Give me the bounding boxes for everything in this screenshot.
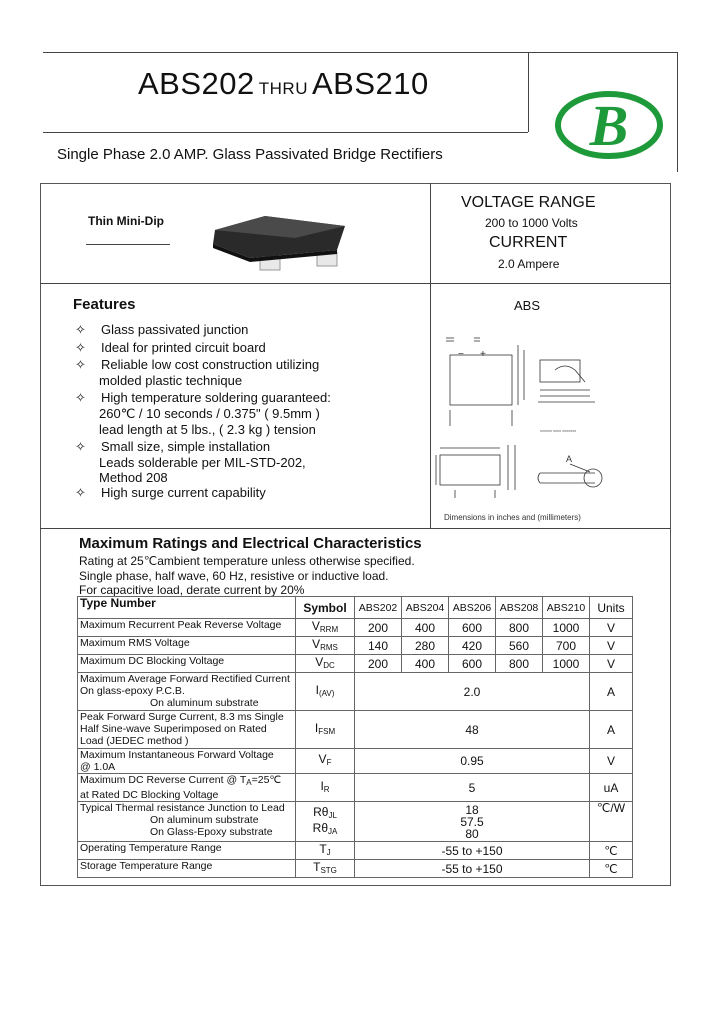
header-rule (43, 132, 528, 133)
table-row: Peak Forward Surge Current, 8.3 ms Single Half Sine-wave Superimposed on Rated Load (JEDEC method ) $I_{FSM}$ 48 A (78, 711, 633, 749)
part-from: ABS202 (138, 66, 255, 101)
table-header-row (78, 597, 633, 619)
bullet-icon: ✧ (75, 340, 86, 355)
page-title (138, 66, 429, 102)
part-header: ABS208 (496, 597, 543, 619)
package-label-underline (86, 244, 170, 245)
ratings-heading: Maximum Ratings and Electrical Characteristics (79, 535, 422, 552)
table-row: Maximum Average Forward Rectified Current On glass-epoxy P.C.B. On aluminum substrate $I_{(AV)}$ 2.0 A (78, 673, 633, 711)
thru-label: THRU (258, 79, 308, 98)
bullet-icon: ✧ (75, 439, 86, 454)
table-row: Maximum Recurrent Peak Reverse Voltage $V_{RRM}$ 200 400 600 800 1000 V (78, 619, 633, 637)
symbol-header: Symbol (296, 597, 355, 619)
logo-box-right (677, 52, 678, 172)
bullet-icon: ✧ (75, 357, 86, 372)
svg-text:xxxxxx xxxx xxxxxxx: xxxxxx xxxx xxxxxxx (540, 428, 577, 433)
table-row: Typical Thermal resistance Junction to Lead On aluminum substrate On Glass-Epoxy substrate $R\theta_{JL}$ $R\theta_{JA}$ 18 57.5 80 ℃/W (78, 802, 633, 842)
part-header: ABS210 (543, 597, 590, 619)
rating-note: Rating at 25℃ambient temperature unless otherwise specified. (79, 554, 415, 568)
part-header: ABS202 (355, 597, 402, 619)
package-image (205, 210, 355, 277)
features-heading: Features (73, 296, 136, 313)
ratings-rule (40, 528, 671, 529)
part-header: ABS206 (449, 597, 496, 619)
current-title: CURRENT (489, 234, 568, 251)
bullet-icon: ✧ (75, 485, 86, 500)
part-to: ABS210 (311, 66, 429, 101)
current-value: 2.0 Ampere (498, 257, 560, 271)
package-label: Thin Mini-Dip (88, 214, 164, 228)
bullet-icon: ✧ (75, 390, 86, 405)
bullet-icon: ✧ (75, 322, 86, 337)
table-row: Maximum DC Blocking Voltage $V_{DC}$ 200 400 600 800 1000 V (78, 655, 633, 673)
table-row: Maximum Instantaneous Forward Voltage @ 1.0A $V_F$ 0.95 V (78, 749, 633, 774)
table-row: Storage Temperature Range $T_{STG}$ -55 to +150 ℃ (78, 860, 633, 878)
type-header: Type Number (78, 597, 296, 619)
svg-text:A: A (566, 454, 573, 464)
brand-logo (553, 87, 665, 168)
table-row: Maximum RMS Voltage $V_{RMS}$ 140 280 420 560 700 V (78, 637, 633, 655)
drawing-label: ABS (514, 298, 541, 313)
svg-text:−: − (458, 349, 464, 360)
header-divider (528, 52, 529, 132)
voltage-range-value: 200 to 1000 Volts (485, 216, 578, 230)
dimension-note: Dimensions in inches and (millimeters) (444, 513, 581, 522)
table-row: Operating Temperature Range $T_J$ -55 to +150 ℃ (78, 842, 633, 860)
logo-letter: B (589, 93, 629, 158)
rating-note: Single phase, half wave, 60 Hz, resistive or inductive load. (79, 569, 389, 583)
top-rule (43, 52, 678, 53)
dimension-drawing (430, 330, 610, 515)
svg-text:+: + (480, 349, 486, 360)
units-header: Units (590, 597, 633, 619)
rating-note: For capacitive load, derate current by 20% (79, 583, 305, 597)
spec-rule (40, 283, 671, 284)
ratings-table (77, 596, 633, 878)
table-row: Maximum DC Reverse Current @ $T_A=25℃$ at Rated DC Blocking Voltage $I_R$ 5 uA (78, 774, 633, 802)
part-header: ABS204 (402, 597, 449, 619)
spec-divider (430, 183, 431, 283)
subtitle: Single Phase 2.0 AMP. Glass Passivated Bridge Rectifiers (57, 146, 443, 163)
voltage-range-title: VOLTAGE RANGE (461, 194, 596, 211)
